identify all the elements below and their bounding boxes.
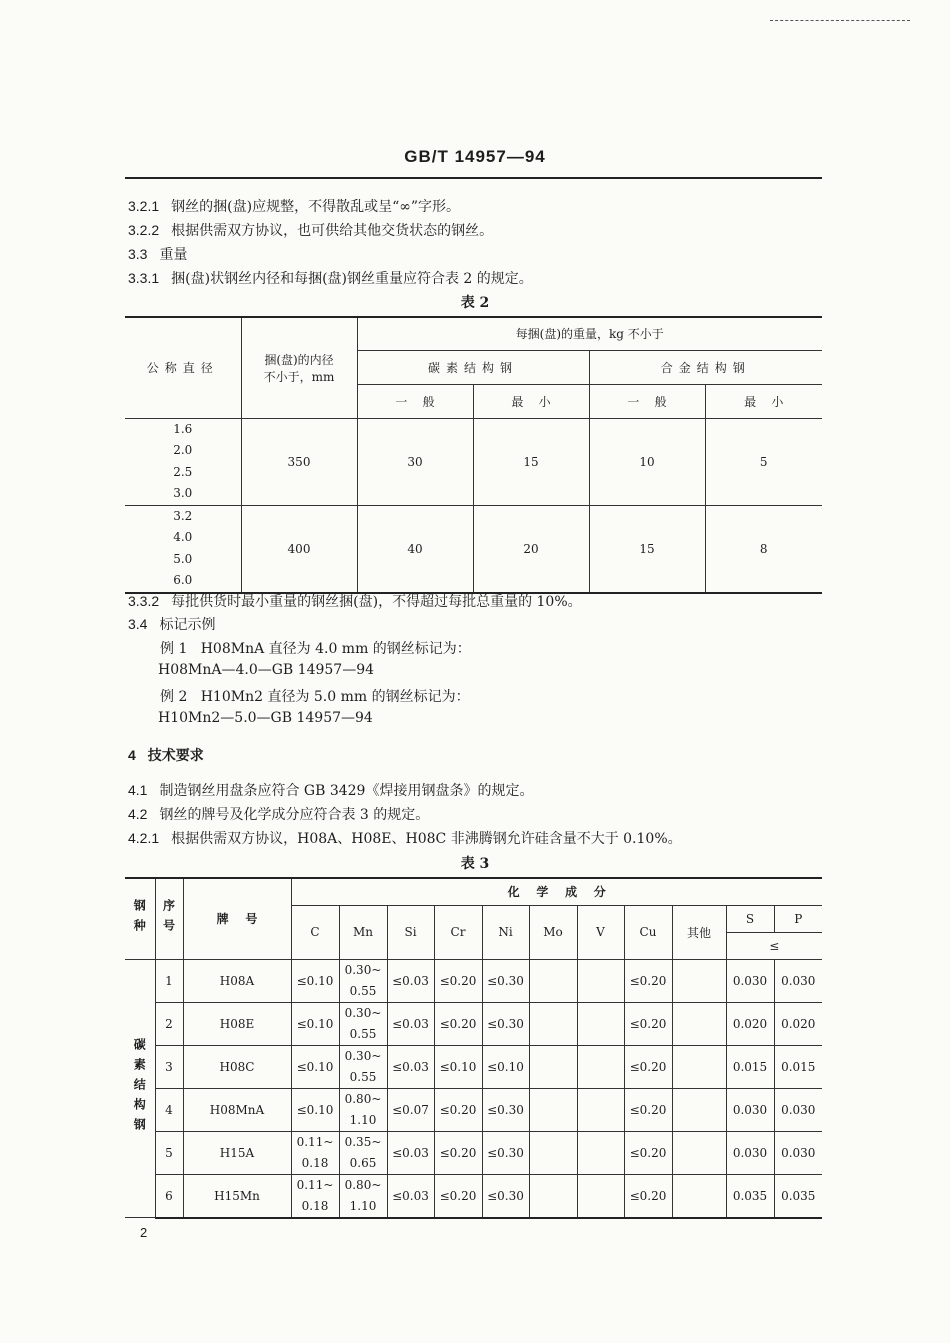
header-alloy-steel: 合金结构钢 (589, 350, 822, 384)
header-inner-line2: 不小于，mm (263, 369, 335, 384)
cell-v (577, 1174, 624, 1218)
range-end: 0.55 (349, 983, 377, 998)
diameter-value: 3.2 (173, 508, 193, 523)
clause-number: 3.2.2 (128, 222, 160, 238)
row-grade: H08MnA (183, 1088, 291, 1131)
cell-mn (339, 1174, 387, 1218)
cell-cu: ≤0.20 (624, 1088, 672, 1131)
clause-number: 4.2.1 (128, 830, 160, 846)
alloy-general-value: 10 (589, 418, 705, 505)
scan-artifact-dashes (770, 20, 910, 21)
header-element: Mo (529, 905, 577, 959)
cell-c: ≤0.10 (291, 1045, 339, 1088)
example-2-label: 例 2 H10Mn2 直径为 5.0 mm 的钢丝标记为： (160, 689, 470, 705)
cell-ni: ≤0.10 (482, 1045, 529, 1088)
range-start: 0.11~ (296, 1134, 334, 1149)
table-3 (125, 877, 822, 1219)
diameter-value: 3.0 (173, 486, 193, 500)
clause-number: 3.4 (128, 616, 148, 632)
cell-cr: ≤0.20 (434, 1088, 482, 1131)
cell-s: 0.030 (726, 959, 774, 1002)
clause-number: 3.3.1 (128, 270, 160, 286)
cell-si: ≤0.03 (387, 1002, 434, 1045)
cell-p: 0.020 (774, 1002, 822, 1045)
clause-4-2-1 (128, 828, 682, 848)
cell-si: ≤0.07 (387, 1088, 434, 1131)
clause-text: 钢丝的捆(盘)应规整，不得散乱或呈“∞”字形。 (171, 199, 461, 215)
inner-diameter-value: 350 (241, 418, 357, 505)
clause-number: 3.3 (128, 246, 148, 262)
header-element: 其他 (672, 905, 726, 959)
cell-mn (339, 1131, 387, 1174)
carbon-general-value: 40 (357, 505, 473, 593)
cell-other (672, 959, 726, 1002)
header-chemical-composition: 化 学 成 分 (291, 878, 822, 905)
cell-cu: ≤0.20 (624, 1002, 672, 1045)
header-alloy-general: 一 般 (589, 384, 705, 418)
alloy-min-value: 5 (705, 418, 822, 505)
header-steel-type: 钢种 (125, 878, 155, 959)
cell-mn (339, 1002, 387, 1045)
clause-text: 根据供需双方协议，H08A、H08E、H08C 非沸腾钢允许硅含量不大于 0.10%。 (171, 831, 682, 847)
diameter-value: 2.0 (173, 443, 193, 457)
cell-si: ≤0.03 (387, 1045, 434, 1088)
section-number: 4 (128, 747, 136, 763)
cell-p: 0.030 (774, 1088, 822, 1131)
inner-diameter-value: 400 (241, 505, 357, 593)
cell-cu: ≤0.20 (624, 1131, 672, 1174)
table-row (125, 1174, 822, 1218)
cell-mn (339, 1045, 387, 1088)
cell-si: ≤0.03 (387, 1131, 434, 1174)
cell-p: 0.030 (774, 959, 822, 1002)
header-serial-no: 序号 (155, 878, 183, 959)
range-start: 0.80~ (344, 1091, 382, 1106)
example-1-label: 例 1 H08MnA 直径为 4.0 mm 的钢丝标记为： (160, 641, 471, 657)
cell-mo (529, 959, 577, 1002)
clause-text: 钢丝的牌号及化学成分应符合表 3 的规定。 (159, 807, 430, 823)
document-header: GB/T 14957—94 (404, 147, 546, 166)
header-element: C (291, 905, 339, 959)
clause-4-1 (128, 780, 533, 800)
clause-number: 3.2.1 (128, 198, 160, 214)
cell-ni: ≤0.30 (482, 959, 529, 1002)
header-element: Cr (434, 905, 482, 959)
header-element: V (577, 905, 624, 959)
range-end: 0.55 (349, 1026, 377, 1041)
table-row (125, 1088, 822, 1131)
clause-text: 根据供需双方协议，也可供给其他交货状态的钢丝。 (171, 223, 494, 239)
row-no: 2 (155, 1002, 183, 1045)
header-p: P (774, 905, 822, 932)
range-end: 0.18 (301, 1155, 329, 1170)
clause-3-3-1 (128, 268, 533, 288)
header-carbon-general: 一 般 (357, 384, 473, 418)
cell-v (577, 1045, 624, 1088)
row-no: 1 (155, 959, 183, 1002)
header-nominal-diameter: 公称直径 (125, 317, 241, 418)
range-start: 0.30~ (344, 962, 382, 977)
range-end: 1.10 (349, 1112, 377, 1127)
header-element: Ni (482, 905, 529, 959)
alloy-general-value: 15 (589, 505, 705, 593)
cell-mo (529, 1174, 577, 1218)
diameter-value: 5.0 (173, 551, 193, 566)
carbon-min-value: 15 (473, 418, 589, 505)
header-inner-diameter (241, 317, 357, 418)
diameter-value: 2.5 (173, 464, 193, 479)
cell-c: ≤0.10 (291, 1002, 339, 1045)
cell-s: 0.030 (726, 1131, 774, 1174)
cell-s: 0.020 (726, 1002, 774, 1045)
clause-number: 4.2 (128, 806, 148, 822)
page-number: 2 (140, 1225, 148, 1240)
header-element: Cu (624, 905, 672, 959)
cell-cr: ≤0.20 (434, 959, 482, 1002)
cell-s: 0.015 (726, 1045, 774, 1088)
cell-mo (529, 1002, 577, 1045)
range-start: 0.35~ (344, 1134, 382, 1149)
header-carbon-steel: 碳素结构钢 (357, 350, 589, 384)
clause-3-3-2 (128, 591, 582, 611)
cell-c: ≤0.10 (291, 959, 339, 1002)
cell-p: 0.030 (774, 1131, 822, 1174)
header-less-equal: ≤ (726, 932, 822, 959)
cell-cr: ≤0.20 (434, 1131, 482, 1174)
cell-ni: ≤0.30 (482, 1002, 529, 1045)
clause-text: 标记示例 (159, 617, 216, 633)
cell-other (672, 1045, 726, 1088)
clause-text: 每批供货时最小重量的钢丝捆(盘)，不得超过每批总重量的 10%。 (171, 594, 582, 610)
header-rule (125, 177, 822, 179)
header-carbon-min: 最 小 (473, 384, 589, 418)
section-title: 技术要求 (147, 748, 204, 764)
clause-3-4 (128, 614, 215, 634)
cell-s: 0.035 (726, 1174, 774, 1218)
header-element: Si (387, 905, 434, 959)
row-grade: H08A (183, 959, 291, 1002)
row-grade: H08E (183, 1002, 291, 1045)
cell-cu: ≤0.20 (624, 1174, 672, 1218)
cell-other (672, 1131, 726, 1174)
row-grade: H08C (183, 1045, 291, 1088)
diameter-list (125, 418, 241, 505)
carbon-min-value: 20 (473, 505, 589, 593)
cell-v (577, 1131, 624, 1174)
row-no: 3 (155, 1045, 183, 1088)
cell-mo (529, 1088, 577, 1131)
cell-ni: ≤0.30 (482, 1131, 529, 1174)
header-grade: 牌 号 (183, 878, 291, 959)
cell-ni: ≤0.30 (482, 1174, 529, 1218)
row-grade: H15Mn (183, 1174, 291, 1218)
cell-cu: ≤0.20 (624, 959, 672, 1002)
cell-ni: ≤0.30 (482, 1088, 529, 1131)
header-element: Mn (339, 905, 387, 959)
cell-s: 0.030 (726, 1088, 774, 1131)
table-row (125, 959, 822, 1002)
range-start: 0.30~ (344, 1048, 382, 1063)
diameter-value: 4.0 (173, 530, 193, 544)
carbon-general-value: 30 (357, 418, 473, 505)
cell-c (291, 1174, 339, 1218)
diameter-value: 1.6 (173, 421, 193, 436)
range-end: 0.65 (349, 1155, 377, 1170)
cell-mo (529, 1045, 577, 1088)
row-no: 6 (155, 1174, 183, 1218)
table-row (125, 1045, 822, 1088)
range-end: 0.18 (301, 1198, 329, 1213)
clause-number: 3.3.2 (128, 593, 160, 609)
clause-4-2 (128, 804, 429, 824)
steel-type-carbon: 碳素结构钢 (125, 959, 155, 1218)
example-2-mark: H10Mn2—5.0—GB 14957—94 (158, 710, 373, 726)
cell-si: ≤0.03 (387, 959, 434, 1002)
cell-mn (339, 959, 387, 1002)
row-no: 5 (155, 1131, 183, 1174)
row-no: 4 (155, 1088, 183, 1131)
range-start: 0.11~ (296, 1177, 334, 1192)
table-row (125, 1002, 822, 1045)
range-end: 0.55 (349, 1069, 377, 1084)
diameter-list (125, 505, 241, 593)
diameter-value: 6.0 (173, 573, 193, 587)
cell-si: ≤0.03 (387, 1174, 434, 1218)
alloy-min-value: 8 (705, 505, 822, 593)
clause-text: 制造钢丝用盘条应符合 GB 3429《焊接用钢盘条》的规定。 (159, 783, 534, 799)
cell-p: 0.015 (774, 1045, 822, 1088)
cell-v (577, 1002, 624, 1045)
header-weight: 每捆(盘)的重量，kg 不小于 (357, 317, 822, 350)
cell-other (672, 1174, 726, 1218)
range-start: 0.30~ (344, 1005, 382, 1020)
table-row (125, 505, 822, 593)
example-1-mark: H08MnA—4.0—GB 14957—94 (158, 662, 375, 678)
clause-text: 重量 (159, 247, 188, 263)
clause-text: 捆(盘)状钢丝内径和每捆(盘)钢丝重量应符合表 2 的规定。 (171, 271, 533, 287)
cell-cr: ≤0.10 (434, 1045, 482, 1088)
cell-p: 0.035 (774, 1174, 822, 1218)
cell-other (672, 1002, 726, 1045)
clause-3-3 (128, 244, 187, 264)
section-4-title (128, 745, 204, 765)
cell-cr: ≤0.20 (434, 1002, 482, 1045)
header-s: S (726, 905, 774, 932)
table-row (125, 1131, 822, 1174)
cell-mo (529, 1131, 577, 1174)
header-alloy-min: 最 小 (705, 384, 822, 418)
range-end: 1.10 (349, 1198, 377, 1213)
cell-v (577, 1088, 624, 1131)
table-row (125, 418, 822, 505)
cell-other (672, 1088, 726, 1131)
clause-3-2-2 (128, 220, 493, 240)
cell-mn (339, 1088, 387, 1131)
table-2 (125, 316, 822, 594)
clause-3-2-1 (128, 196, 460, 216)
clause-number: 4.1 (128, 782, 148, 798)
range-start: 0.80~ (344, 1177, 382, 1192)
cell-c: ≤0.10 (291, 1088, 339, 1131)
row-grade: H15A (183, 1131, 291, 1174)
cell-v (577, 959, 624, 1002)
table-3-caption: 表 3 (460, 856, 490, 872)
table-2-caption: 表 2 (460, 295, 490, 311)
cell-cu: ≤0.20 (624, 1045, 672, 1088)
cell-cr: ≤0.20 (434, 1174, 482, 1218)
header-inner-line1: 捆(盘)的内径 (264, 352, 334, 367)
cell-c (291, 1131, 339, 1174)
